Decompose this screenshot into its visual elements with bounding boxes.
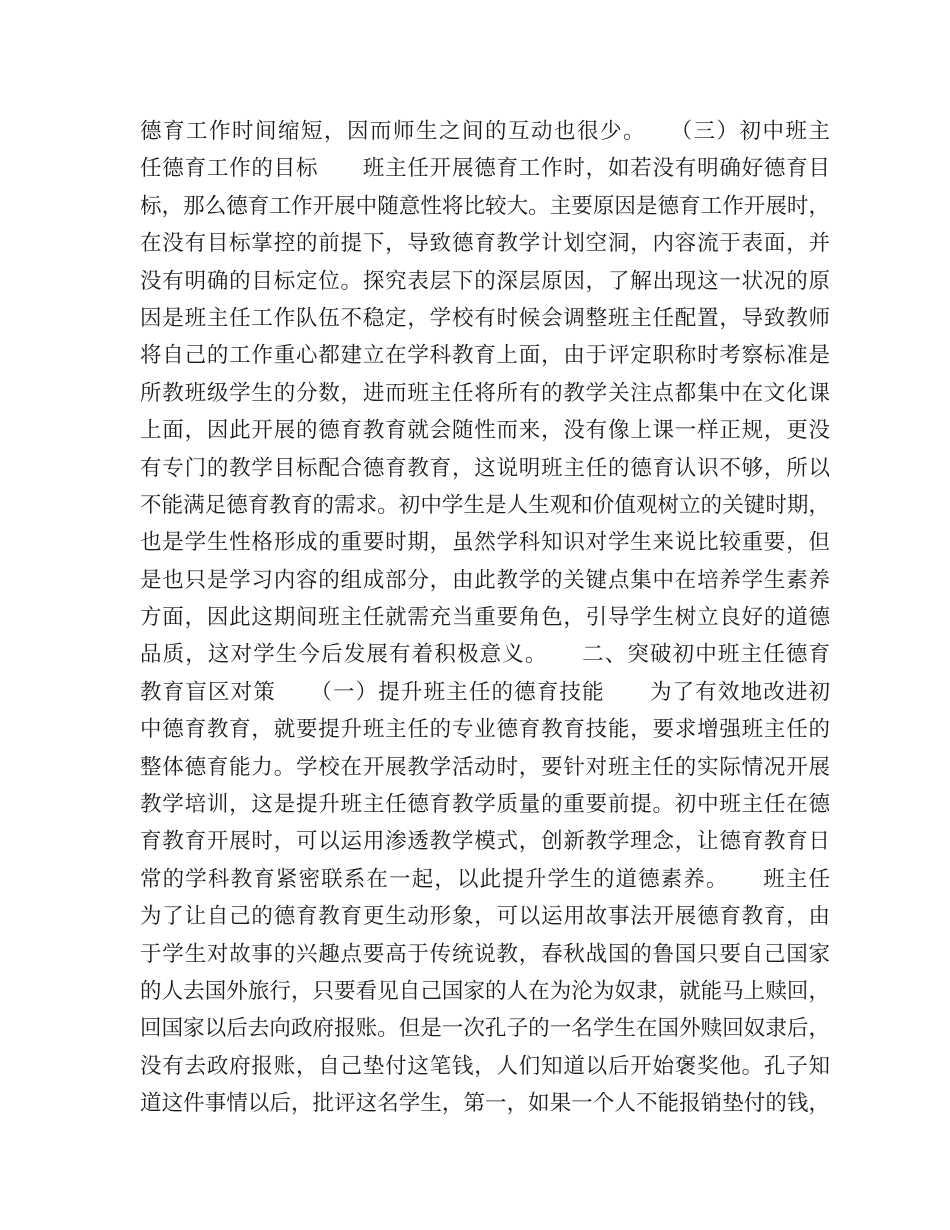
text-line: 德育工作时间缩短，因而师生之间的互动也很少。 （三）初中班主 [140, 119, 830, 144]
text-line: 标，那么德育工作开展中随意性将比较大。主要原因是德育工作开展时， [140, 193, 830, 219]
text-line: 是也只是学习内容的组成部分，由此教学的关键点集中在培养学生素养 [140, 567, 830, 593]
text-line: 所教班级学生的分数，进而班主任将所有的教学关注点都集中在文化课 [140, 380, 830, 406]
text-line: 中德育教育，就要提升班主任的专业德育教育技能，要求增强班主任的 [140, 717, 830, 743]
text-line: 将自己的工作重心都建立在学科教育上面，由于评定职称时考察标准是 [140, 343, 830, 369]
text-line: 任德育工作的目标 班主任开展德育工作时，如若没有明确好德育目 [140, 156, 830, 182]
text-line: 在没有目标掌控的前提下，导致德育教学计划空洞，内容流于表面，并 [140, 231, 830, 257]
text-line: 品质，这对学生今后发展有着积极意义。 二、突破初中班主任德育 [140, 642, 830, 668]
text-line: 因是班主任工作队伍不稳定，学校有时候会调整班主任配置，导致教师 [140, 305, 830, 331]
text-line: 回国家以后去向政府报账。但是一次孔子的一名学生在国外赎回奴隶后， [140, 1016, 830, 1042]
text-line: 方面，因此这期间班主任就需充当重要角色，引导学生树立良好的道德 [140, 605, 830, 631]
text-line: 育教育开展时，可以运用渗透教学模式，创新教学理念，让德育教育日 [140, 829, 830, 855]
text-line: 教育盲区对策 （一）提升班主任的德育技能 为了有效地改进初 [140, 679, 830, 705]
text-line: 不能满足德育教育的需求。初中学生是人生观和价值观树立的关键时期， [140, 492, 830, 518]
text-line: 教学培训，这是提升班主任德育教学质量的重要前提。初中班主任在德 [140, 792, 830, 818]
text-line: 也是学生性格形成的重要时期，虽然学科知识对学生来说比较重要，但 [140, 530, 830, 556]
text-line: 常的学科教育紧密联系在一起，以此提升学生的道德素养。 班主任 [140, 866, 830, 892]
text-line: 的人去国外旅行，只要看见自己国家的人在为沦为奴隶，就能马上赎回， [140, 978, 830, 1004]
text-line: 上面，因此开展的德育教育就会随性而来，没有像上课一样正规，更没 [140, 418, 830, 444]
text-line: 没有去政府报账，自己垫付这笔钱，人们知道以后开始褒奖他。孔子知 [140, 1053, 830, 1079]
text-line: 为了让自己的德育教育更生动形象，可以运用故事法开展德育教育，由 [140, 904, 830, 930]
text-line: 没有明确的目标定位。探究表层下的深层原因，了解出现这一状况的原 [140, 268, 830, 294]
text-line: 整体德育能力。学校在开展教学活动时，要针对班主任的实际情况开展 [140, 754, 830, 780]
text-line: 于学生对故事的兴趣点要高于传统说教，春秋战国的鲁国只要自己国家 [140, 941, 830, 967]
text-line: 有专门的教学目标配合德育教育，这说明班主任的德育认识不够，所以 [140, 455, 830, 481]
body-text [140, 113, 830, 1123]
text-line: 道这件事情以后，批评这名学生，第一，如果一个人不能报销垫付的钱， [140, 1091, 830, 1117]
